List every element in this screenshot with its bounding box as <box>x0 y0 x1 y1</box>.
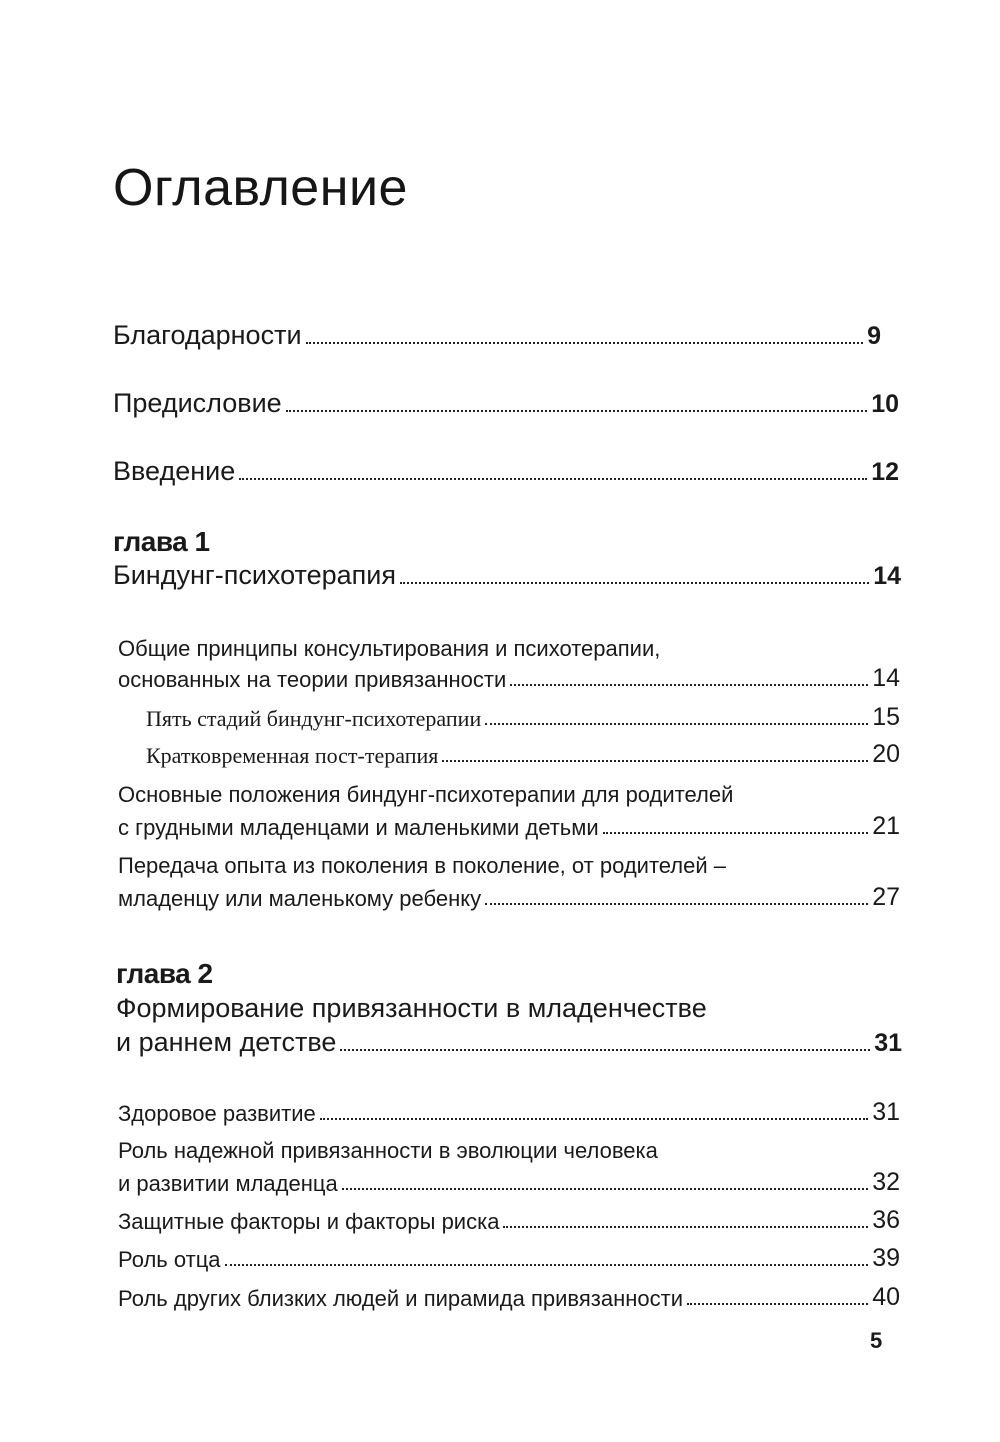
chapter-1-title-entry[interactable] <box>113 560 901 591</box>
toc-entry-line: Передача опыта из поколения в поколение, от родителей – <box>118 853 727 878</box>
toc-entry-page: 14 <box>872 664 900 692</box>
toc-entry-acknowledgements[interactable] <box>113 320 881 351</box>
toc-entry-label: Защитные факторы и факторы риска <box>118 1209 500 1234</box>
chapter-2-label: глава 2 <box>116 958 213 989</box>
toc-entry-transmission[interactable] <box>118 883 900 912</box>
leader-dots <box>239 478 867 480</box>
toc-entry-page: 10 <box>871 390 899 418</box>
leader-dots <box>442 760 868 762</box>
toc-entry-page: 32 <box>872 1168 900 1196</box>
toc-entry-label: Здоровое развитие <box>118 1101 316 1126</box>
leader-dots <box>342 1188 868 1190</box>
chapter-title: и раннем детстве <box>116 1027 337 1057</box>
toc-entry-page: 31 <box>872 1098 900 1126</box>
toc-entry-basic-provisions[interactable] <box>118 812 900 841</box>
leader-dots <box>687 1303 868 1305</box>
toc-entry-line: Общие принципы консультирования и психотерапии, <box>118 636 661 661</box>
toc-entry-page: 36 <box>872 1206 900 1234</box>
chapter-title: Биндунг-психотерапия <box>113 560 396 590</box>
page-number: 5 <box>870 1328 883 1353</box>
toc-entry-label: Введение <box>113 456 236 486</box>
toc-entry-label: Кратковременная пост-терапия <box>146 743 439 768</box>
toc-entry-page: 31 <box>874 1029 902 1057</box>
toc-entry-page: 15 <box>872 703 900 731</box>
toc-entry-label: с грудными младенцами и маленькими детьми <box>118 815 599 840</box>
leader-dots <box>400 582 869 584</box>
leader-dots <box>306 342 864 344</box>
leader-dots <box>320 1118 868 1120</box>
toc-entry-page: 12 <box>871 458 899 486</box>
toc-entry-label: Благодарности <box>113 320 302 350</box>
leader-dots <box>225 1264 869 1266</box>
leader-dots <box>485 723 868 725</box>
leader-dots <box>286 410 867 412</box>
toc-entry-healthy-development[interactable] <box>118 1098 900 1127</box>
toc-entry-foreword[interactable] <box>113 388 899 419</box>
toc-entry-protective-factors[interactable] <box>118 1206 900 1235</box>
chapter-1-label: глава 1 <box>113 526 210 557</box>
toc-entry-page: 27 <box>872 883 900 911</box>
toc-entry-page: 39 <box>872 1244 900 1272</box>
toc-entry-label: Роль отца <box>118 1247 221 1272</box>
toc-entry-page: 9 <box>867 322 881 350</box>
toc-entry-label: и развитии младенца <box>118 1171 338 1196</box>
page-title: Оглавление <box>113 159 408 217</box>
toc-entry-label: младенцу или маленькому ребенку <box>118 886 482 911</box>
toc-entry-line: Роль надежной привязанности в эволюции человека <box>118 1138 658 1163</box>
toc-entry-father-role[interactable] <box>118 1244 900 1273</box>
toc-subentry-five-stages[interactable] <box>146 703 900 732</box>
leader-dots <box>510 684 868 686</box>
leader-dots <box>603 832 869 834</box>
leader-dots <box>503 1226 868 1228</box>
toc-entry-page: 14 <box>873 562 901 590</box>
chapter-title: Формирование привязанности в младенчестве <box>116 993 707 1023</box>
chapter-2-title-entry[interactable] <box>116 1027 902 1058</box>
toc-entry-label: Пять стадий биндунг-психотерапии <box>146 706 482 731</box>
toc-subentry-short-post-therapy[interactable] <box>146 740 900 769</box>
toc-entry-general-principles[interactable] <box>118 664 900 693</box>
toc-entry-label: Предисловие <box>113 388 282 418</box>
toc-entry-page: 40 <box>872 1283 900 1311</box>
toc-entry-page: 20 <box>872 740 900 768</box>
toc-entry-introduction[interactable] <box>113 456 899 487</box>
toc-entry-secure-attachment[interactable] <box>118 1168 900 1197</box>
leader-dots <box>340 1049 870 1051</box>
toc-entry-line: Основные положения биндунг-психотерапии для родителей <box>118 782 734 807</box>
toc-entry-other-close-people[interactable] <box>118 1283 900 1312</box>
toc-entry-label: основанных на теории привязанности <box>118 667 507 692</box>
toc-entry-page: 21 <box>872 812 900 840</box>
toc-entry-label: Роль других близких людей и пирамида привязанности <box>118 1286 683 1311</box>
leader-dots <box>485 903 868 905</box>
